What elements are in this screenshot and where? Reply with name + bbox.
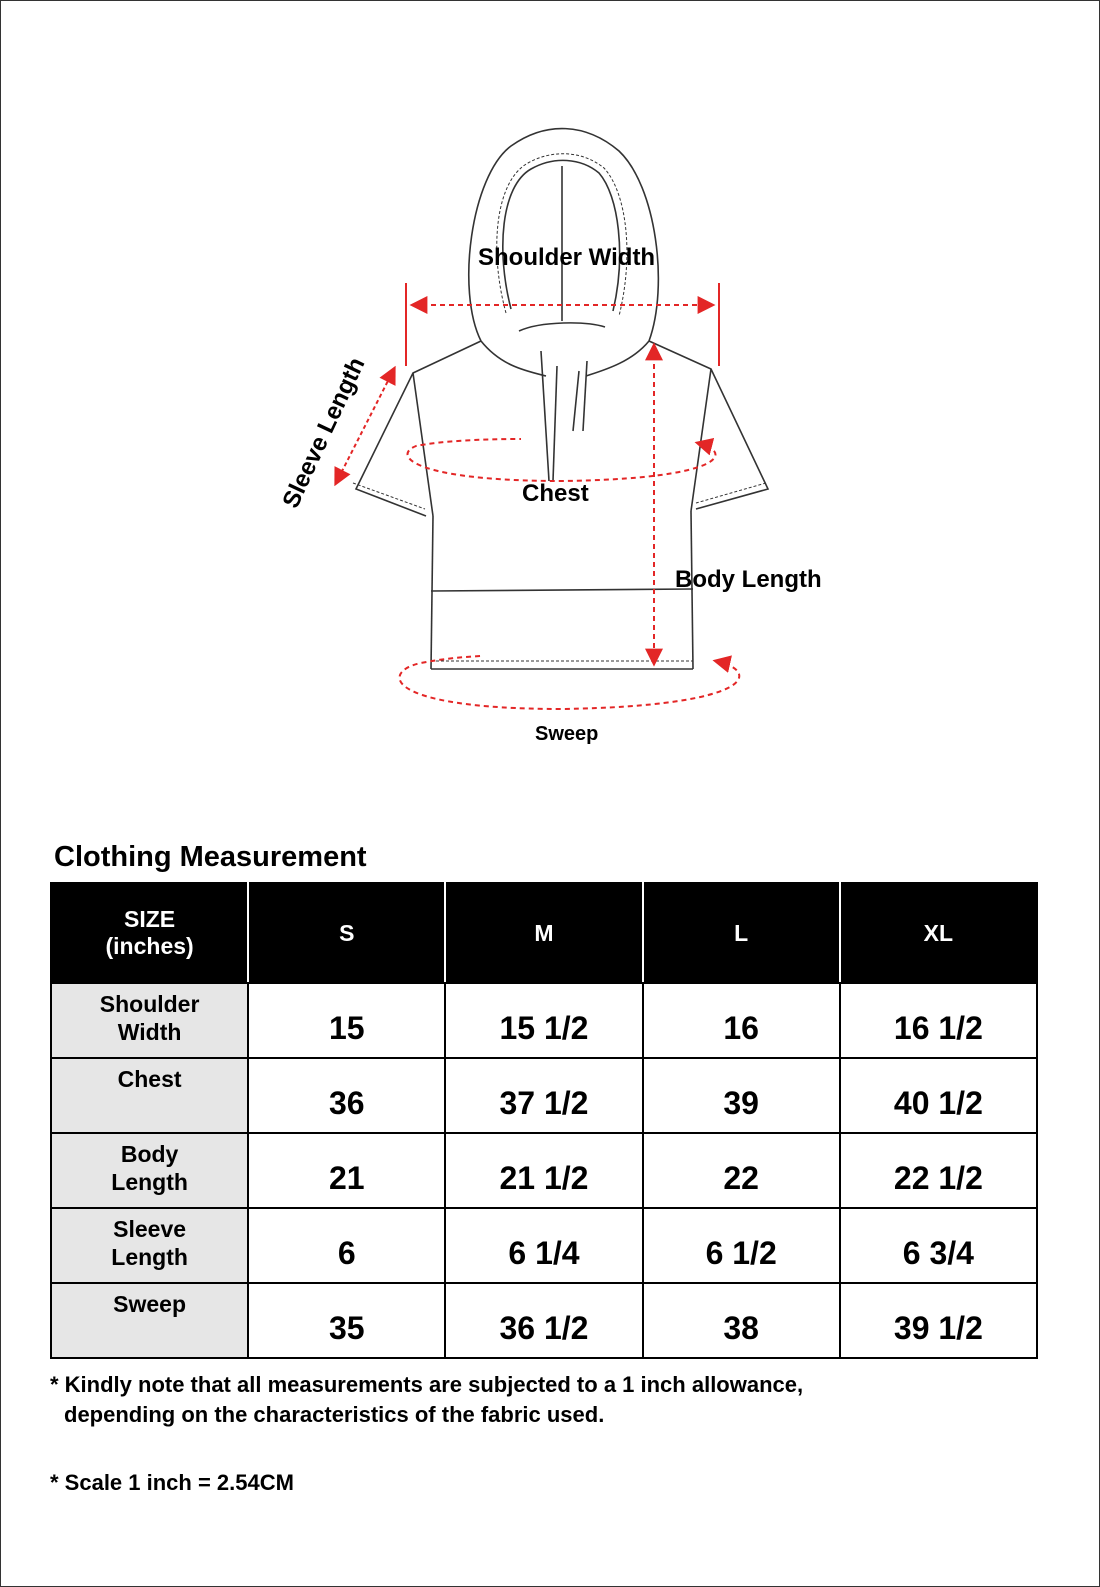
value-cell: 37 1/2 bbox=[445, 1058, 642, 1133]
unit-label: (inches) bbox=[105, 933, 194, 959]
value-cell: 21 bbox=[248, 1133, 445, 1208]
value-cell: 6 3/4 bbox=[840, 1208, 1037, 1283]
row-label-line: Shoulder bbox=[99, 991, 200, 1017]
shoulder-width-label: Shoulder Width bbox=[478, 244, 656, 271]
size-s-header: S bbox=[248, 883, 445, 983]
value-cell: 22 bbox=[643, 1133, 840, 1208]
table-row bbox=[51, 1283, 1037, 1358]
hoodie-measurement-diagram bbox=[1, 1, 1099, 781]
row-label-line: Chest bbox=[117, 1066, 182, 1092]
table-row bbox=[51, 983, 1037, 1058]
size-xl-header: XL bbox=[840, 883, 1037, 983]
body-length-label: Body Length bbox=[675, 566, 822, 593]
row-label bbox=[51, 1058, 248, 1133]
chest-label: Chest bbox=[522, 480, 589, 507]
value-cell: 6 bbox=[248, 1208, 445, 1283]
value-cell: 38 bbox=[643, 1283, 840, 1358]
row-label-line: Length bbox=[111, 1169, 188, 1195]
size-table bbox=[50, 882, 1038, 1359]
scale-note: * Scale 1 inch = 2.54CM bbox=[50, 1470, 294, 1495]
value-cell: 39 1/2 bbox=[840, 1283, 1037, 1358]
value-cell: 16 bbox=[643, 983, 840, 1058]
row-label-line: Body bbox=[120, 1141, 179, 1167]
sleeve-length-label: Sleeve Length bbox=[277, 353, 371, 513]
size-label: SIZE bbox=[124, 906, 176, 932]
size-header-cell bbox=[51, 883, 248, 983]
allowance-note-line1: * Kindly note that all measurements are subjected to a 1 inch allowance, bbox=[50, 1372, 804, 1397]
row-label bbox=[51, 983, 248, 1058]
value-cell: 35 bbox=[248, 1283, 445, 1358]
value-cell: 36 bbox=[248, 1058, 445, 1133]
table-row bbox=[51, 1208, 1037, 1283]
size-l-header: L bbox=[643, 883, 840, 983]
value-cell: 22 1/2 bbox=[840, 1133, 1037, 1208]
allowance-note bbox=[50, 1370, 803, 1430]
table-row bbox=[51, 1058, 1037, 1133]
row-label-line: Sleeve bbox=[113, 1216, 187, 1242]
value-cell: 15 1/2 bbox=[445, 983, 642, 1058]
table-title: Clothing Measurement bbox=[54, 841, 367, 873]
value-cell: 6 1/2 bbox=[643, 1208, 840, 1283]
value-cell: 40 1/2 bbox=[840, 1058, 1037, 1133]
value-cell: 21 1/2 bbox=[445, 1133, 642, 1208]
value-cell: 16 1/2 bbox=[840, 983, 1037, 1058]
sweep-label: Sweep bbox=[535, 723, 599, 745]
value-cell: 6 1/4 bbox=[445, 1208, 642, 1283]
row-label-line: Sweep bbox=[113, 1291, 187, 1317]
table-header-row bbox=[51, 883, 1037, 983]
row-label-line: Length bbox=[111, 1244, 188, 1270]
row-label bbox=[51, 1283, 248, 1358]
table-row bbox=[51, 1133, 1037, 1208]
value-cell: 39 bbox=[643, 1058, 840, 1133]
row-label-line: Width bbox=[117, 1019, 182, 1045]
value-cell: 36 1/2 bbox=[445, 1283, 642, 1358]
row-label bbox=[51, 1208, 248, 1283]
value-cell: 15 bbox=[248, 983, 445, 1058]
allowance-note-line2: depending on the characteristics of the fabric used. bbox=[64, 1402, 605, 1427]
row-label bbox=[51, 1133, 248, 1208]
size-m-header: M bbox=[445, 883, 642, 983]
